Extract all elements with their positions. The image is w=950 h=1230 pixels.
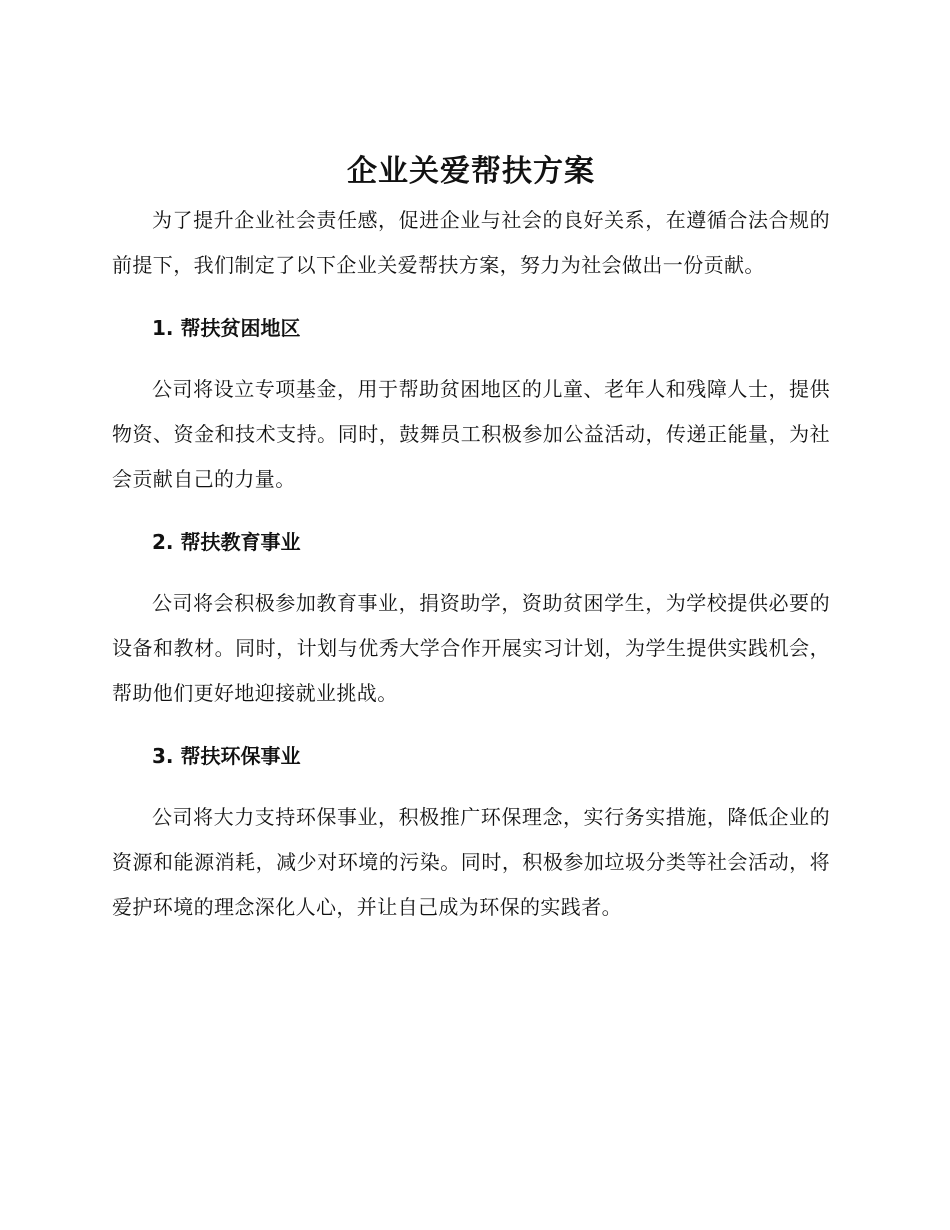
section-body: 公司将大力支持环保事业，积极推广环保理念，实行务实措施，降低企业的资源和能源消耗，减少对环境的污染。同时，积极参加垃圾分类等社会活动，将爱护环境的理念深化人心，并让自己成为环保的实践者。 xyxy=(112,805,830,919)
section-environment-aid xyxy=(112,741,830,930)
document-title: 企业关爱帮扶方案 xyxy=(347,154,595,189)
intro-paragraph: 为了提升企业社会责任感，促进企业与社会的良好关系，在遵循合法合规的前提下，我们制定了以下企业关爱帮扶方案，努力为社会做出一份贡献。 xyxy=(112,208,830,277)
section-body: 公司将会积极参加教育事业，捐资助学，资助贫困学生，为学校提供必要的设备和教材。同时，计划与优秀大学合作开展实习计划，为学生提供实践机会，帮助他们更好地迎接就业挑战。 xyxy=(112,591,830,705)
document-content xyxy=(112,150,830,930)
section-heading: 2. 帮扶教育事业 xyxy=(152,530,301,554)
section-poverty-aid xyxy=(112,313,830,502)
section-education-aid xyxy=(112,527,830,716)
section-body: 公司将设立专项基金，用于帮助贫困地区的儿童、老年人和残障人士，提供物资、资金和技术支持。同时，鼓舞员工积极参加公益活动，传递正能量，为社会贡献自己的力量。 xyxy=(112,377,830,491)
section-heading: 3. 帮扶环保事业 xyxy=(152,744,301,768)
section-heading: 1. 帮扶贫困地区 xyxy=(152,316,301,340)
